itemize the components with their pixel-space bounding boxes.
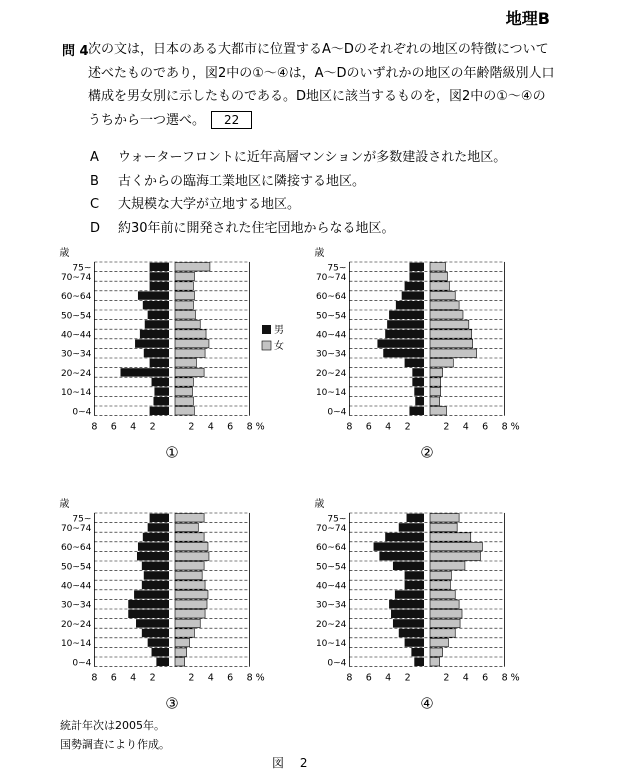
note-source: 国勢調査により作成。 [60, 738, 170, 751]
bar-male [142, 629, 169, 637]
bar-female [175, 359, 196, 367]
bar-female [175, 291, 194, 299]
bar-female [430, 648, 443, 656]
bar-female [175, 542, 208, 550]
bar-female [430, 619, 460, 627]
bar-female [175, 514, 204, 522]
age-tick-label: 20~24 [315, 368, 347, 379]
figure-title: 図 2 [272, 756, 314, 770]
bar-male [156, 658, 169, 666]
choice-key: D [90, 220, 101, 236]
bar-male [402, 291, 424, 299]
note-year: 統計年次は2005年。 [60, 719, 165, 732]
age-tick-label: 60~64 [60, 292, 92, 303]
x-tick-label: 4 [462, 672, 469, 684]
bar-female [175, 301, 193, 309]
question-number: 問 4 [62, 44, 89, 59]
bar-male [393, 562, 424, 570]
x-tick-label: 4 [385, 672, 392, 684]
age-tick-label: 30~34 [315, 349, 347, 360]
bar-female [430, 629, 455, 637]
bar-female [175, 552, 209, 560]
bar-male [377, 339, 424, 347]
bar-female [430, 542, 482, 550]
y-axis-title: 歳 [59, 499, 70, 510]
x-tick-label: 8 [346, 672, 353, 684]
bar-male [150, 359, 169, 367]
y-axis-title: 歳 [314, 248, 325, 259]
legend-female-swatch [262, 341, 271, 350]
bar-female [430, 581, 450, 589]
choice-text: 大規模な大学が立地する地区。 [118, 197, 301, 212]
bar-female [175, 600, 207, 608]
bar-male [148, 311, 169, 319]
bar-female [430, 359, 453, 367]
legend-male-swatch [262, 325, 271, 334]
bar-male [405, 571, 424, 579]
bar-male [414, 658, 424, 666]
bar-female [175, 407, 194, 415]
bar-female [175, 320, 200, 328]
x-tick-label: 6 [482, 421, 489, 433]
x-tick-label: 4 [462, 421, 469, 433]
bar-male [385, 330, 424, 338]
bar-female [430, 339, 473, 347]
x-tick-label: 6 [227, 421, 234, 433]
choice-key: C [90, 197, 100, 212]
bar-female [175, 562, 204, 570]
age-tick-label: 10~14 [315, 639, 347, 650]
bar-female [430, 378, 441, 386]
x-tick-label: 6 [110, 421, 117, 433]
bar-male [399, 523, 424, 531]
bar-male [143, 533, 169, 541]
bar-male [409, 272, 424, 280]
bar-female [175, 619, 200, 627]
bar-male [407, 514, 424, 522]
bar-male [121, 368, 170, 376]
bar-female [175, 581, 205, 589]
age-tick-label: 60~64 [315, 543, 347, 554]
bar-female [175, 648, 187, 656]
bar-female [175, 571, 202, 579]
bar-male [152, 648, 169, 656]
bar-male [387, 320, 424, 328]
bar-male [140, 330, 169, 338]
bar-male [143, 301, 169, 309]
x-tick-label: 2 [443, 672, 450, 684]
bar-female [175, 282, 193, 290]
bar-female [430, 562, 465, 570]
age-tick-label: 50~54 [315, 562, 347, 573]
bar-female [430, 600, 459, 608]
bar-female [175, 311, 195, 319]
bar-female [430, 291, 455, 299]
answer-box[interactable]: 22 [211, 111, 252, 129]
question-body: 次の文は，日本のある大都市に位置するA～Dのそれぞれの地区の特徴について述べたものであり，図2中の①～④は，A～Dのいずれかの地区の年齢階級別人口構成を男女別に示したものである。D地区に該当するものを，図2中の①～④のうちから一つ選べ。 [88, 42, 555, 128]
age-tick-label: 75~ [72, 514, 92, 525]
age-tick-label: 0~4 [72, 407, 92, 418]
age-tick-label: 0~4 [327, 407, 347, 418]
age-tick-label: 0~4 [327, 658, 347, 669]
bar-female [175, 272, 194, 280]
age-tick-label: 60~64 [60, 543, 92, 554]
bar-male [150, 407, 169, 415]
bar-female [175, 610, 205, 618]
bar-male [153, 397, 169, 405]
bar-male [152, 378, 169, 386]
x-tick-label: 8 % [246, 421, 265, 433]
age-tick-label: 10~14 [315, 388, 347, 399]
bar-male [415, 397, 424, 405]
x-tick-label: 4 [130, 672, 137, 684]
bar-female [430, 311, 463, 319]
age-tick-label: 20~24 [60, 368, 92, 379]
x-tick-label: 4 [207, 672, 214, 684]
x-tick-label: 6 [110, 672, 117, 684]
bar-male [145, 320, 169, 328]
age-tick-label: 75~ [327, 514, 347, 525]
bar-female [430, 397, 440, 405]
bar-female [175, 263, 210, 271]
bar-male [405, 359, 424, 367]
bar-male [150, 282, 169, 290]
x-tick-label: 4 [130, 421, 137, 433]
age-tick-label: 30~34 [60, 349, 92, 360]
bar-male [409, 407, 424, 415]
bar-female [430, 330, 472, 338]
bar-female [175, 629, 194, 637]
bar-female [175, 387, 192, 395]
age-tick-label: 30~34 [315, 600, 347, 611]
bar-male [150, 272, 169, 280]
bar-female [175, 378, 193, 386]
bar-female [175, 339, 209, 347]
bar-female [430, 523, 457, 531]
choice-key: A [90, 150, 99, 165]
legend-female-label: 女 [274, 341, 284, 352]
bar-female [175, 533, 204, 541]
age-tick-label: 50~54 [315, 311, 347, 322]
age-tick-label: 70~74 [60, 523, 92, 534]
bar-female [430, 552, 480, 560]
x-tick-label: 6 [482, 672, 489, 684]
x-tick-label: 8 % [501, 672, 520, 684]
x-tick-label: 6 [365, 672, 372, 684]
bar-male [405, 581, 424, 589]
bar-female [430, 349, 477, 357]
bar-male [144, 349, 169, 357]
age-tick-label: 20~24 [315, 619, 347, 630]
choice-text: 古くからの臨海工業地区に隣接する地区。 [118, 173, 366, 189]
bar-female [430, 571, 451, 579]
figure-notes [60, 716, 170, 754]
bar-male [150, 514, 169, 522]
x-tick-label: 8 [346, 421, 353, 433]
x-tick-label: 4 [385, 421, 392, 433]
age-tick-label: 50~54 [60, 562, 92, 573]
bar-female [430, 282, 449, 290]
x-tick-label: 8 % [246, 672, 265, 684]
bar-male [405, 282, 424, 290]
bar-male [396, 301, 424, 309]
panel-label: ④ [420, 694, 434, 713]
bar-male [142, 562, 169, 570]
age-tick-label: 75~ [327, 263, 347, 274]
bar-male [379, 552, 424, 560]
bar-male [399, 629, 424, 637]
bar-female [430, 387, 441, 395]
x-tick-label: 2 [404, 421, 411, 433]
x-tick-label: 2 [404, 672, 411, 684]
bar-male [128, 600, 169, 608]
bar-female [430, 368, 443, 376]
bar-female [430, 590, 455, 598]
bar-male [148, 638, 169, 646]
age-tick-label: 10~14 [60, 388, 92, 399]
bar-female [430, 533, 471, 541]
age-tick-label: 70~74 [315, 272, 347, 283]
age-tick-label: 10~14 [60, 639, 92, 650]
bar-male [385, 533, 424, 541]
bar-male [395, 590, 424, 598]
x-tick-label: 8 % [501, 421, 520, 433]
age-tick-label: 70~74 [60, 272, 92, 283]
x-tick-label: 2 [443, 421, 450, 433]
bar-female [430, 320, 469, 328]
bar-male [137, 552, 169, 560]
age-tick-label: 20~24 [60, 619, 92, 630]
age-tick-label: 60~64 [315, 292, 347, 303]
bar-male [138, 291, 169, 299]
panel-label: ① [165, 443, 179, 462]
x-tick-label: 2 [149, 672, 156, 684]
bar-male [154, 387, 169, 395]
x-tick-label: 2 [149, 421, 156, 433]
legend-male-label: 男 [274, 325, 284, 336]
bar-male [148, 523, 169, 531]
x-tick-label: 6 [227, 672, 234, 684]
x-tick-label: 8 [91, 672, 98, 684]
bar-female [175, 368, 204, 376]
x-tick-label: 6 [365, 421, 372, 433]
bar-male [393, 619, 424, 627]
x-tick-label: 2 [188, 421, 195, 433]
age-tick-label: 50~54 [60, 311, 92, 322]
bar-female [430, 263, 446, 271]
bar-male [414, 387, 424, 395]
y-axis-title: 歳 [314, 499, 325, 510]
bar-male [411, 648, 424, 656]
x-tick-label: 4 [207, 421, 214, 433]
bar-male [412, 378, 424, 386]
age-tick-label: 70~74 [315, 523, 347, 534]
bar-female [175, 397, 193, 405]
age-tick-label: 40~44 [315, 330, 347, 341]
bar-female [175, 330, 206, 338]
bar-male [389, 600, 424, 608]
bar-female [430, 638, 448, 646]
bar-male [142, 581, 169, 589]
bar-male [138, 542, 169, 550]
bar-female [430, 407, 446, 415]
x-tick-label: 2 [188, 672, 195, 684]
y-axis-title: 歳 [59, 248, 70, 259]
bar-female [175, 523, 198, 531]
bar-male [391, 610, 424, 618]
bar-female [430, 658, 440, 666]
choice-key: B [90, 173, 99, 189]
bar-female [430, 514, 459, 522]
bar-male [409, 263, 424, 271]
age-tick-label: 40~44 [60, 330, 92, 341]
bar-male [389, 311, 424, 319]
choice-text: ウォーターフロントに近年高層マンションが多数建設された地区。 [118, 150, 507, 165]
bar-male [128, 610, 169, 618]
bar-female [175, 658, 185, 666]
subject-title: 地理B [505, 9, 550, 28]
age-tick-label: 75~ [72, 263, 92, 274]
bar-male [135, 339, 169, 347]
choice-text: 約30年前に開発された住宅団地からなる地区。 [118, 220, 395, 236]
bar-female [175, 349, 205, 357]
x-tick-label: 8 [91, 421, 98, 433]
bar-male [412, 368, 424, 376]
age-tick-label: 40~44 [315, 581, 347, 592]
bar-male [144, 571, 169, 579]
panel-label: ③ [165, 694, 179, 713]
age-tick-label: 30~34 [60, 600, 92, 611]
age-tick-label: 40~44 [60, 581, 92, 592]
bar-male [405, 638, 424, 646]
bar-male [374, 542, 424, 550]
bar-male [150, 263, 169, 271]
panel-label: ② [420, 443, 434, 462]
bar-male [383, 349, 424, 357]
bar-female [430, 301, 459, 309]
bar-male [134, 590, 169, 598]
bar-male [136, 619, 169, 627]
bar-female [430, 610, 462, 618]
bar-female [430, 272, 447, 280]
bar-female [175, 590, 208, 598]
age-tick-label: 0~4 [72, 658, 92, 669]
bar-female [175, 638, 190, 646]
